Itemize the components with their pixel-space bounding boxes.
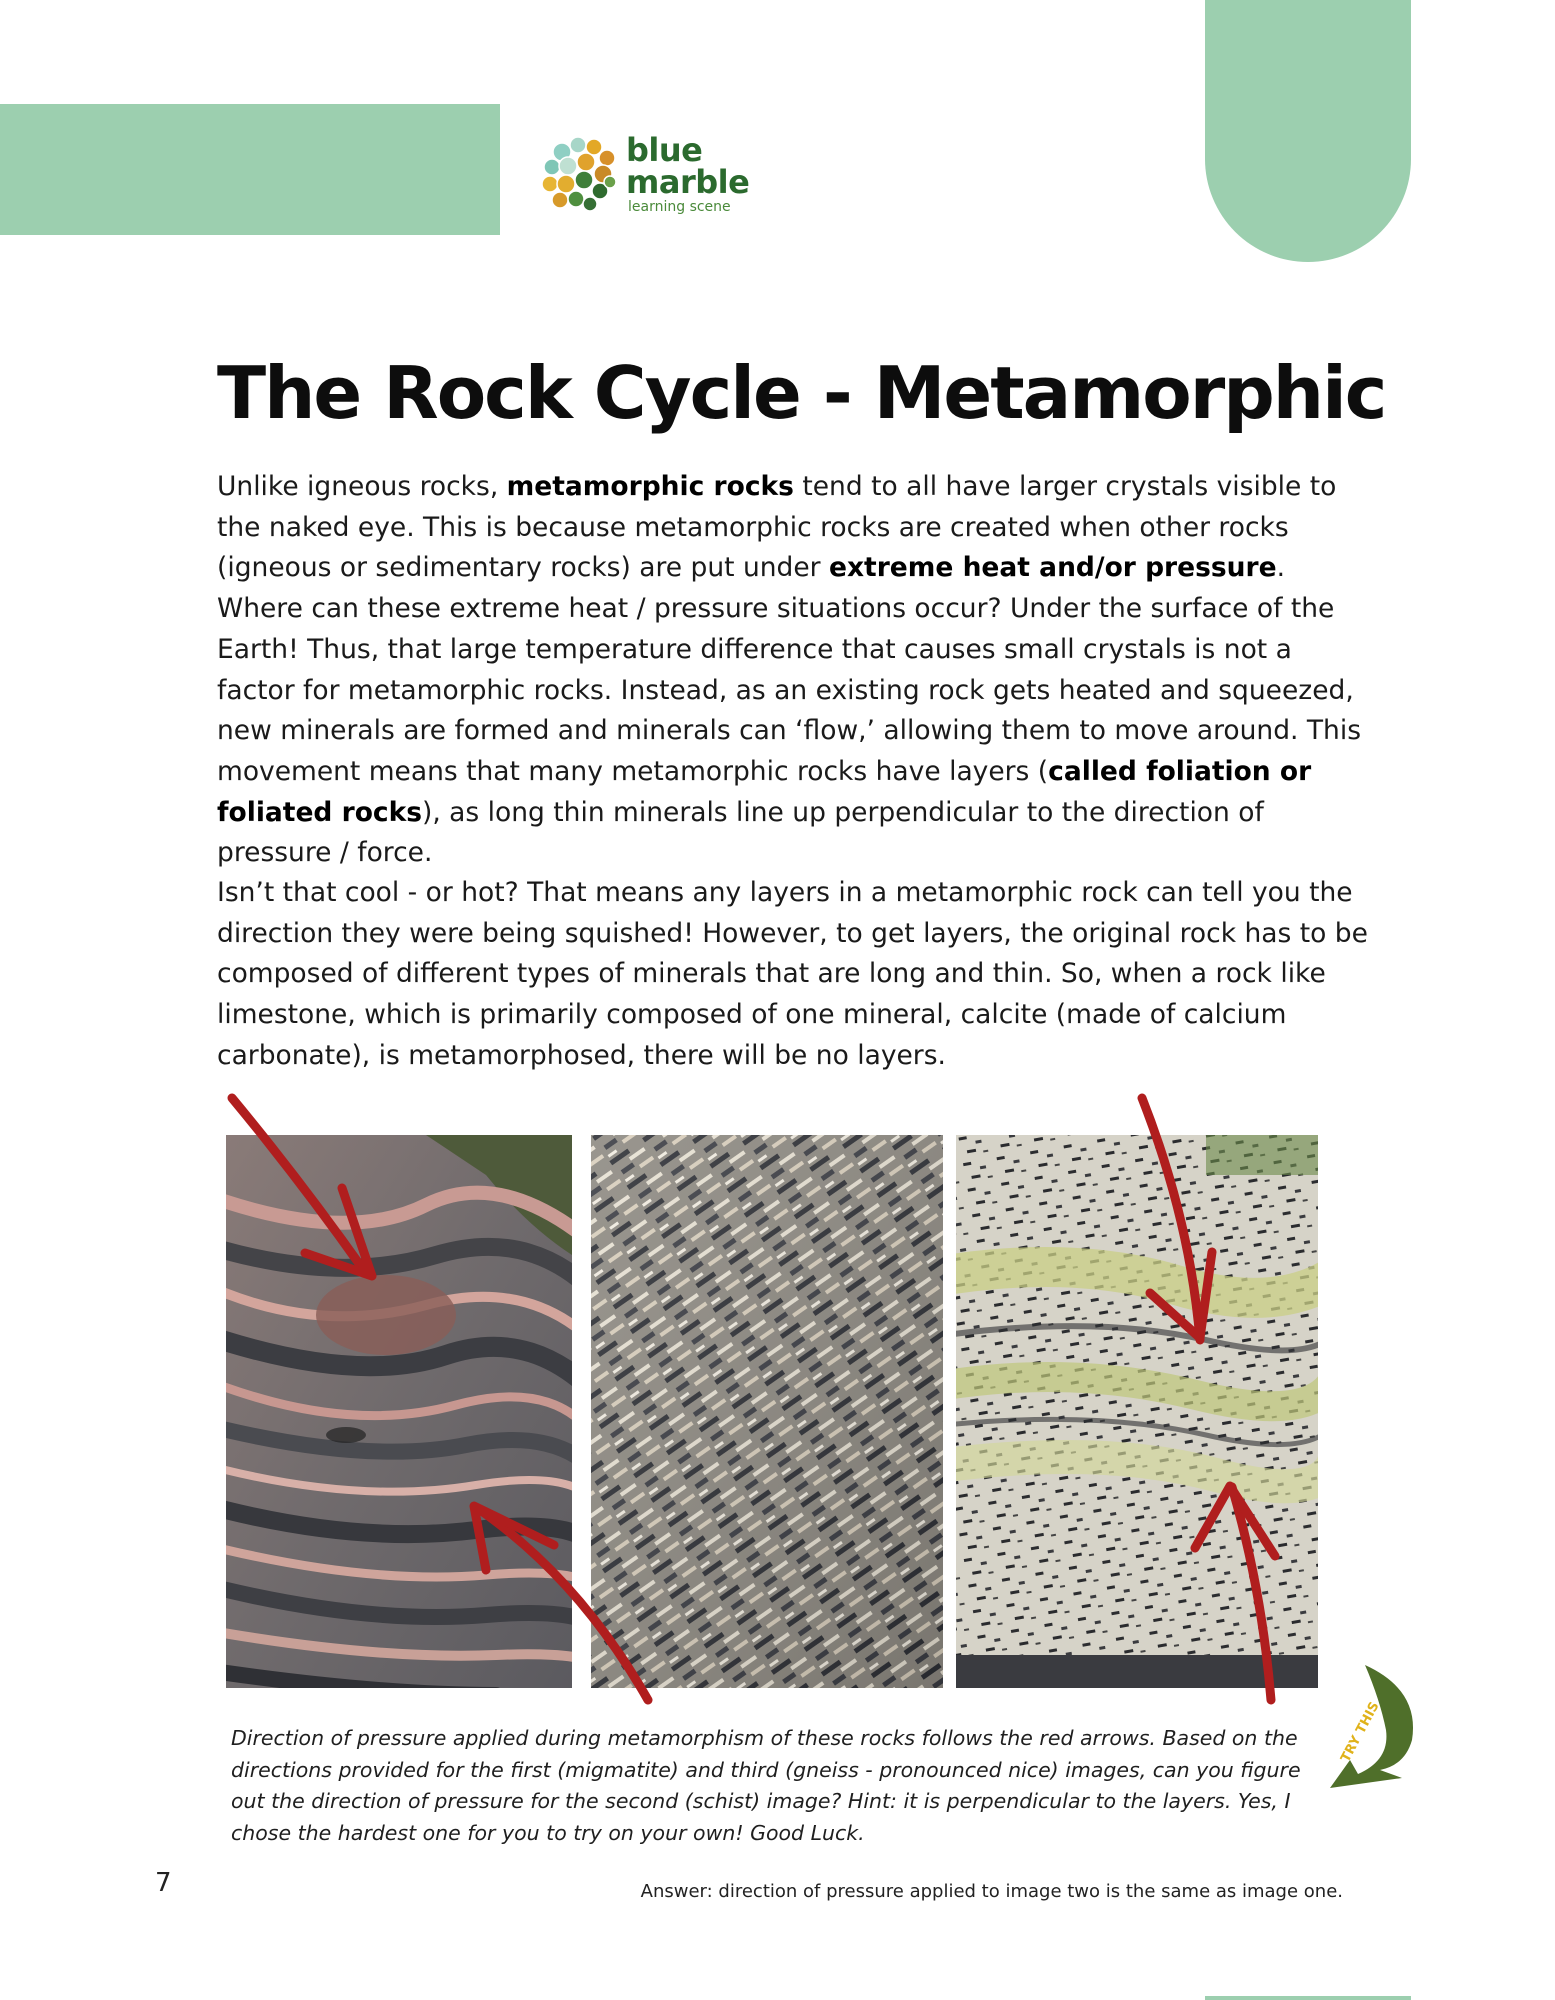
intro-text-1: Unlike igneous rocks, bbox=[217, 471, 507, 502]
caption-good-luck: Good Luck. bbox=[750, 1820, 865, 1845]
header-green-band bbox=[0, 104, 500, 235]
term-metamorphic-rocks: metamorphic rocks bbox=[506, 471, 794, 502]
footer-green-corner bbox=[1205, 1996, 1411, 2000]
logo-text-marble: marble bbox=[626, 163, 750, 201]
page-title: The Rock Cycle - Metamorphic bbox=[217, 351, 1386, 435]
second-paragraph: Isn’t that cool - or hot? That means any layers in a metamorphic rock can tell you the direction they were being squished! However, to get layers, the original rock has to be composed of different types of minerals that are long and thin. So, when a rock like limestone, which is primarily composed of one mineral, calcite (made of calcium carbonate), is metamorphosed, there will be no layers. bbox=[217, 877, 1368, 1071]
logo-tagline: learning scene bbox=[628, 199, 731, 215]
try-this-label: TRY THIS bbox=[1338, 1699, 1383, 1765]
term-foliation: called foliation or foliated rocks bbox=[217, 755, 1312, 828]
logo-text-blue: blue bbox=[626, 131, 703, 169]
answer-note: Answer: direction of pressure applied to image two is the same as image one. bbox=[640, 1881, 1343, 1902]
page-number: 7 bbox=[155, 1868, 172, 1898]
gneiss-photo bbox=[956, 1135, 1318, 1688]
header-green-arch bbox=[1205, 0, 1411, 262]
caption-text: Direction of pressure applied during metamorphism of these rocks follows the red arrows. Based on the directions provided for the first (migmatite) and third (gneiss - pronounced nice) images, can you figure out the direction of pressure for the second (schist) image? Hint: it is perpendicular to the layers. Yes, I chose the hardest one for you to try on your own bbox=[231, 1726, 1301, 1845]
intro-paragraph bbox=[217, 467, 1377, 874]
term-heat-pressure: extreme heat and/or pressure bbox=[828, 552, 1277, 584]
intro-text-2: tend to all have larger crystals visible to the naked eye. This is because metamorphic rocks are created when other rocks (igneous or sedimentary rocks) are put under bbox=[217, 471, 1337, 584]
try-this-badge bbox=[1320, 1660, 1420, 1795]
blue-marble-logo bbox=[540, 130, 780, 220]
image-caption bbox=[231, 1723, 1331, 1849]
intro-text-3: . Where can these extreme heat / pressure situations occur? Under the surface of the Earth! Thus, that large temperature difference that causes small crystals is not a factor for metamorphic rocks. Instead, as an existing rock gets heated and squeezed, new minerals are formed and minerals can ‘flow,’ allowing them to move around. This movement means that many metamorphic rocks have layers ( bbox=[217, 552, 1362, 787]
intro-text-4: ), as long thin minerals line up perpendicular to the direction of pressure / force. bbox=[217, 796, 1264, 869]
migmatite-photo bbox=[226, 1135, 572, 1688]
caption-exclaim: ! bbox=[735, 1820, 751, 1845]
marble-mosaic-icon bbox=[540, 134, 622, 216]
schist-photo bbox=[591, 1135, 943, 1688]
